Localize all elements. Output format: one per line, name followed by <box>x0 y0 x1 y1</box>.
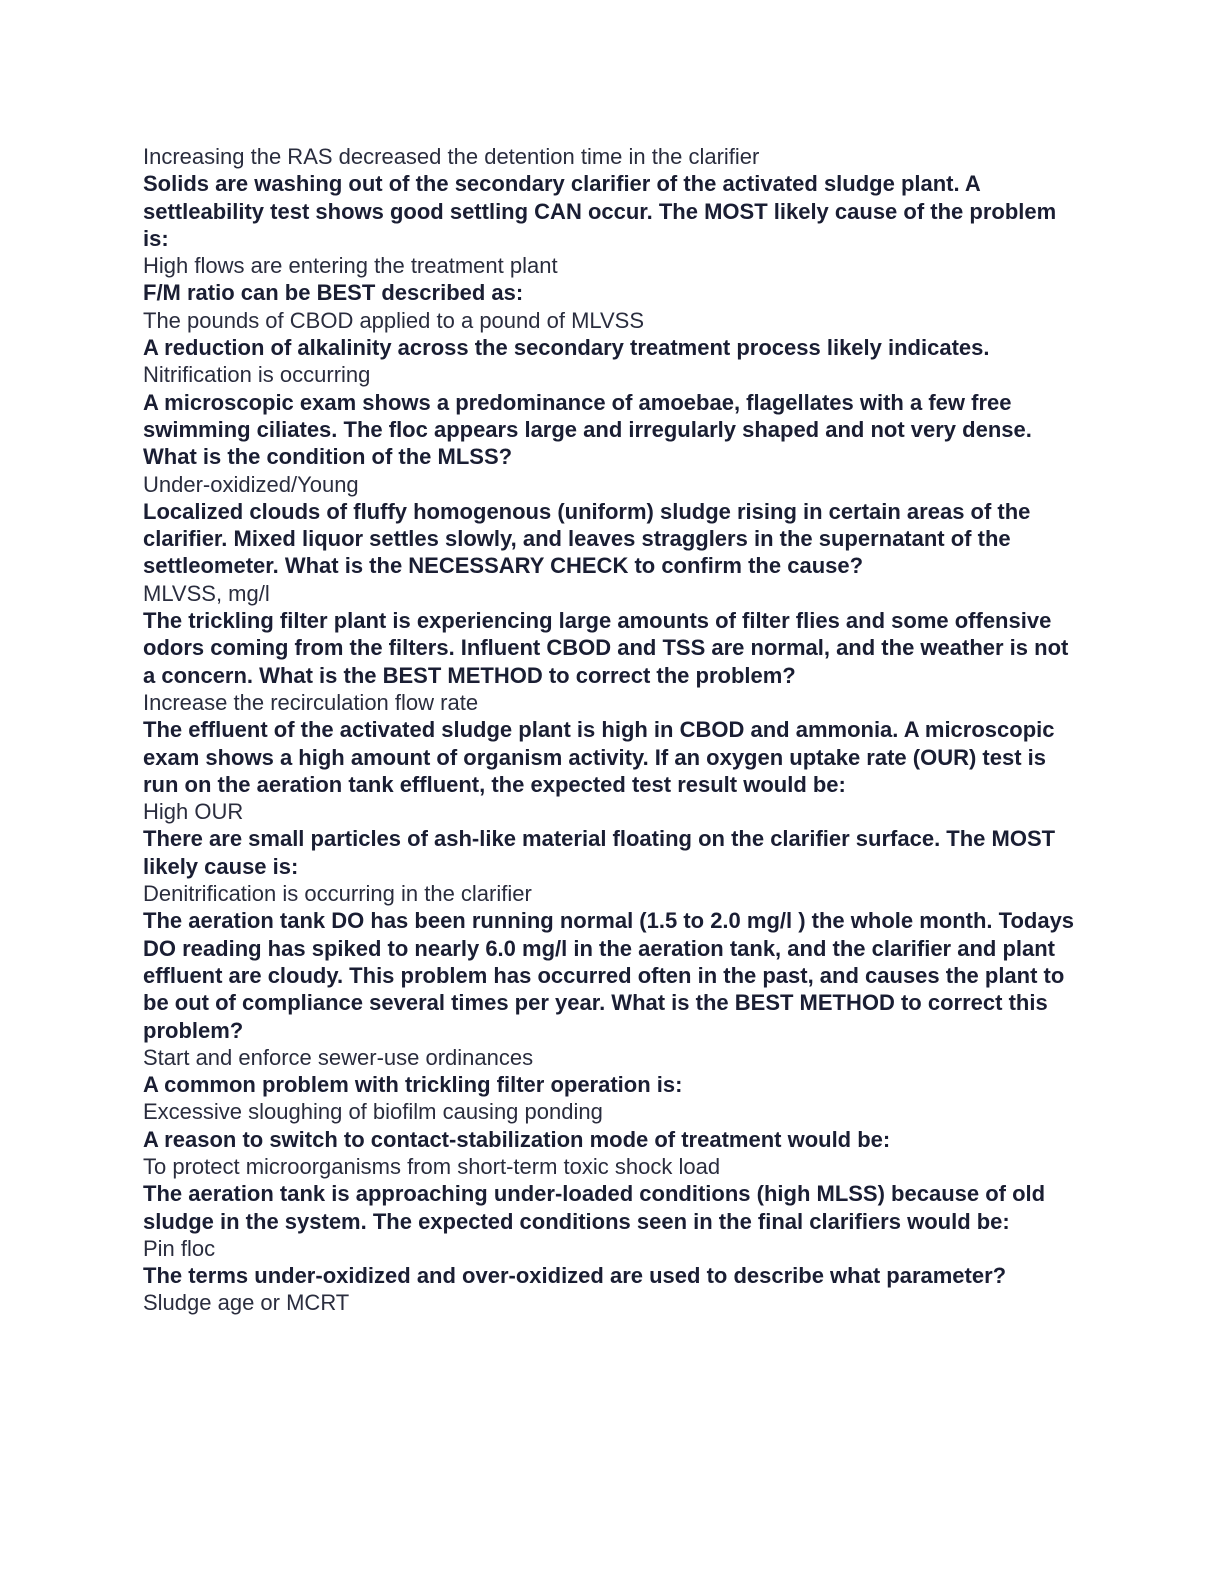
answer-text: Start and enforce sewer-use ordinances <box>143 1044 534 1070</box>
question-text: The aeration tank DO has been running normal (1.5 to 2.0 mg/l ) the whole month. Todays DO reading has spiked to nearly 6.0 mg/l in the aeration tank, and the clarifier and plant effluent are cloudy. This problem has occurred often in the past, and causes the plant to be out of compliance several times per year. What is the BEST METHOD to correct this problem? <box>143 908 1075 1043</box>
question-text: There are small particles of ash-like material floating on the clarifier surface. The MOST likely cause is: <box>143 826 1056 879</box>
answer-text: Denitrification is occurring in the clarifier <box>143 881 532 907</box>
answer-text: The pounds of CBOD applied to a pound of MLVSS <box>143 307 645 333</box>
answer-text: Nitrification is occurring <box>143 362 371 388</box>
question-text: The effluent of the activated sludge plant is high in CBOD and ammonia. A microscopic exam shows a high amount of organism activity. If an oxygen uptake rate (OUR) test is run on the aeration tank effluent, the expected test result would be: <box>143 717 1055 797</box>
question-text: A microscopic exam shows a predominance of amoebae, flagellates with a few free swimming ciliates. The floc appears large and irregularly shaped and not very dense. What is the condition of the MLSS? <box>143 389 1032 470</box>
answer-text: Increase the recirculation flow rate <box>143 689 479 715</box>
answer-text: Under-oxidized/Young <box>143 471 359 497</box>
answer-text: Excessive sloughing of biofilm causing ponding <box>143 1099 603 1125</box>
answer-text: To protect microorganisms from short-term toxic shock load <box>143 1153 721 1179</box>
answer-text: High flows are entering the treatment plant <box>143 253 558 279</box>
question-text: A reduction of alkalinity across the secondary treatment process likely indicates. <box>143 335 990 361</box>
question-text: The terms under-oxidized and over-oxidized are used to describe what parameter? <box>143 1263 1007 1289</box>
document-page <box>143 143 1078 1317</box>
answer-text: Pin floc <box>143 1235 216 1261</box>
question-text: A common problem with trickling filter operation is: <box>143 1072 683 1098</box>
answer-text: Sludge age or MCRT <box>143 1290 350 1316</box>
question-text: F/M ratio can be BEST described as: <box>143 280 524 306</box>
question-text: Localized clouds of fluffy homogenous (uniform) sludge rising in certain areas of the clarifier. Mixed liquor settles slowly, and leaves stragglers in the supernatant of the settleometer. What is the NECESSARY CHECK to confirm the cause? <box>143 498 1031 579</box>
question-text: A reason to switch to contact-stabilization mode of treatment would be: <box>143 1126 891 1152</box>
answer-text: Increasing the RAS decreased the detention time in the clarifier <box>143 144 760 169</box>
answer-text: MLVSS, mg/l <box>143 580 270 606</box>
answer-text: High OUR <box>143 799 244 825</box>
question-text: Solids are washing out of the secondary clarifier of the activated sludge plant. A settleability test shows good settling CAN occur. The MOST likely cause of the problem is: <box>143 171 1057 251</box>
question-text: The trickling filter plant is experiencing large amounts of filter flies and some offensive odors coming from the filters. Influent CBOD and TSS are normal, and the weather is not a concern. What is the BEST METHOD to correct the problem? <box>143 608 1069 688</box>
question-text: The aeration tank is approaching under-loaded conditions (high MLSS) because of old sludge in the system. The expected conditions seen in the final clarifiers would be: <box>143 1181 1046 1234</box>
